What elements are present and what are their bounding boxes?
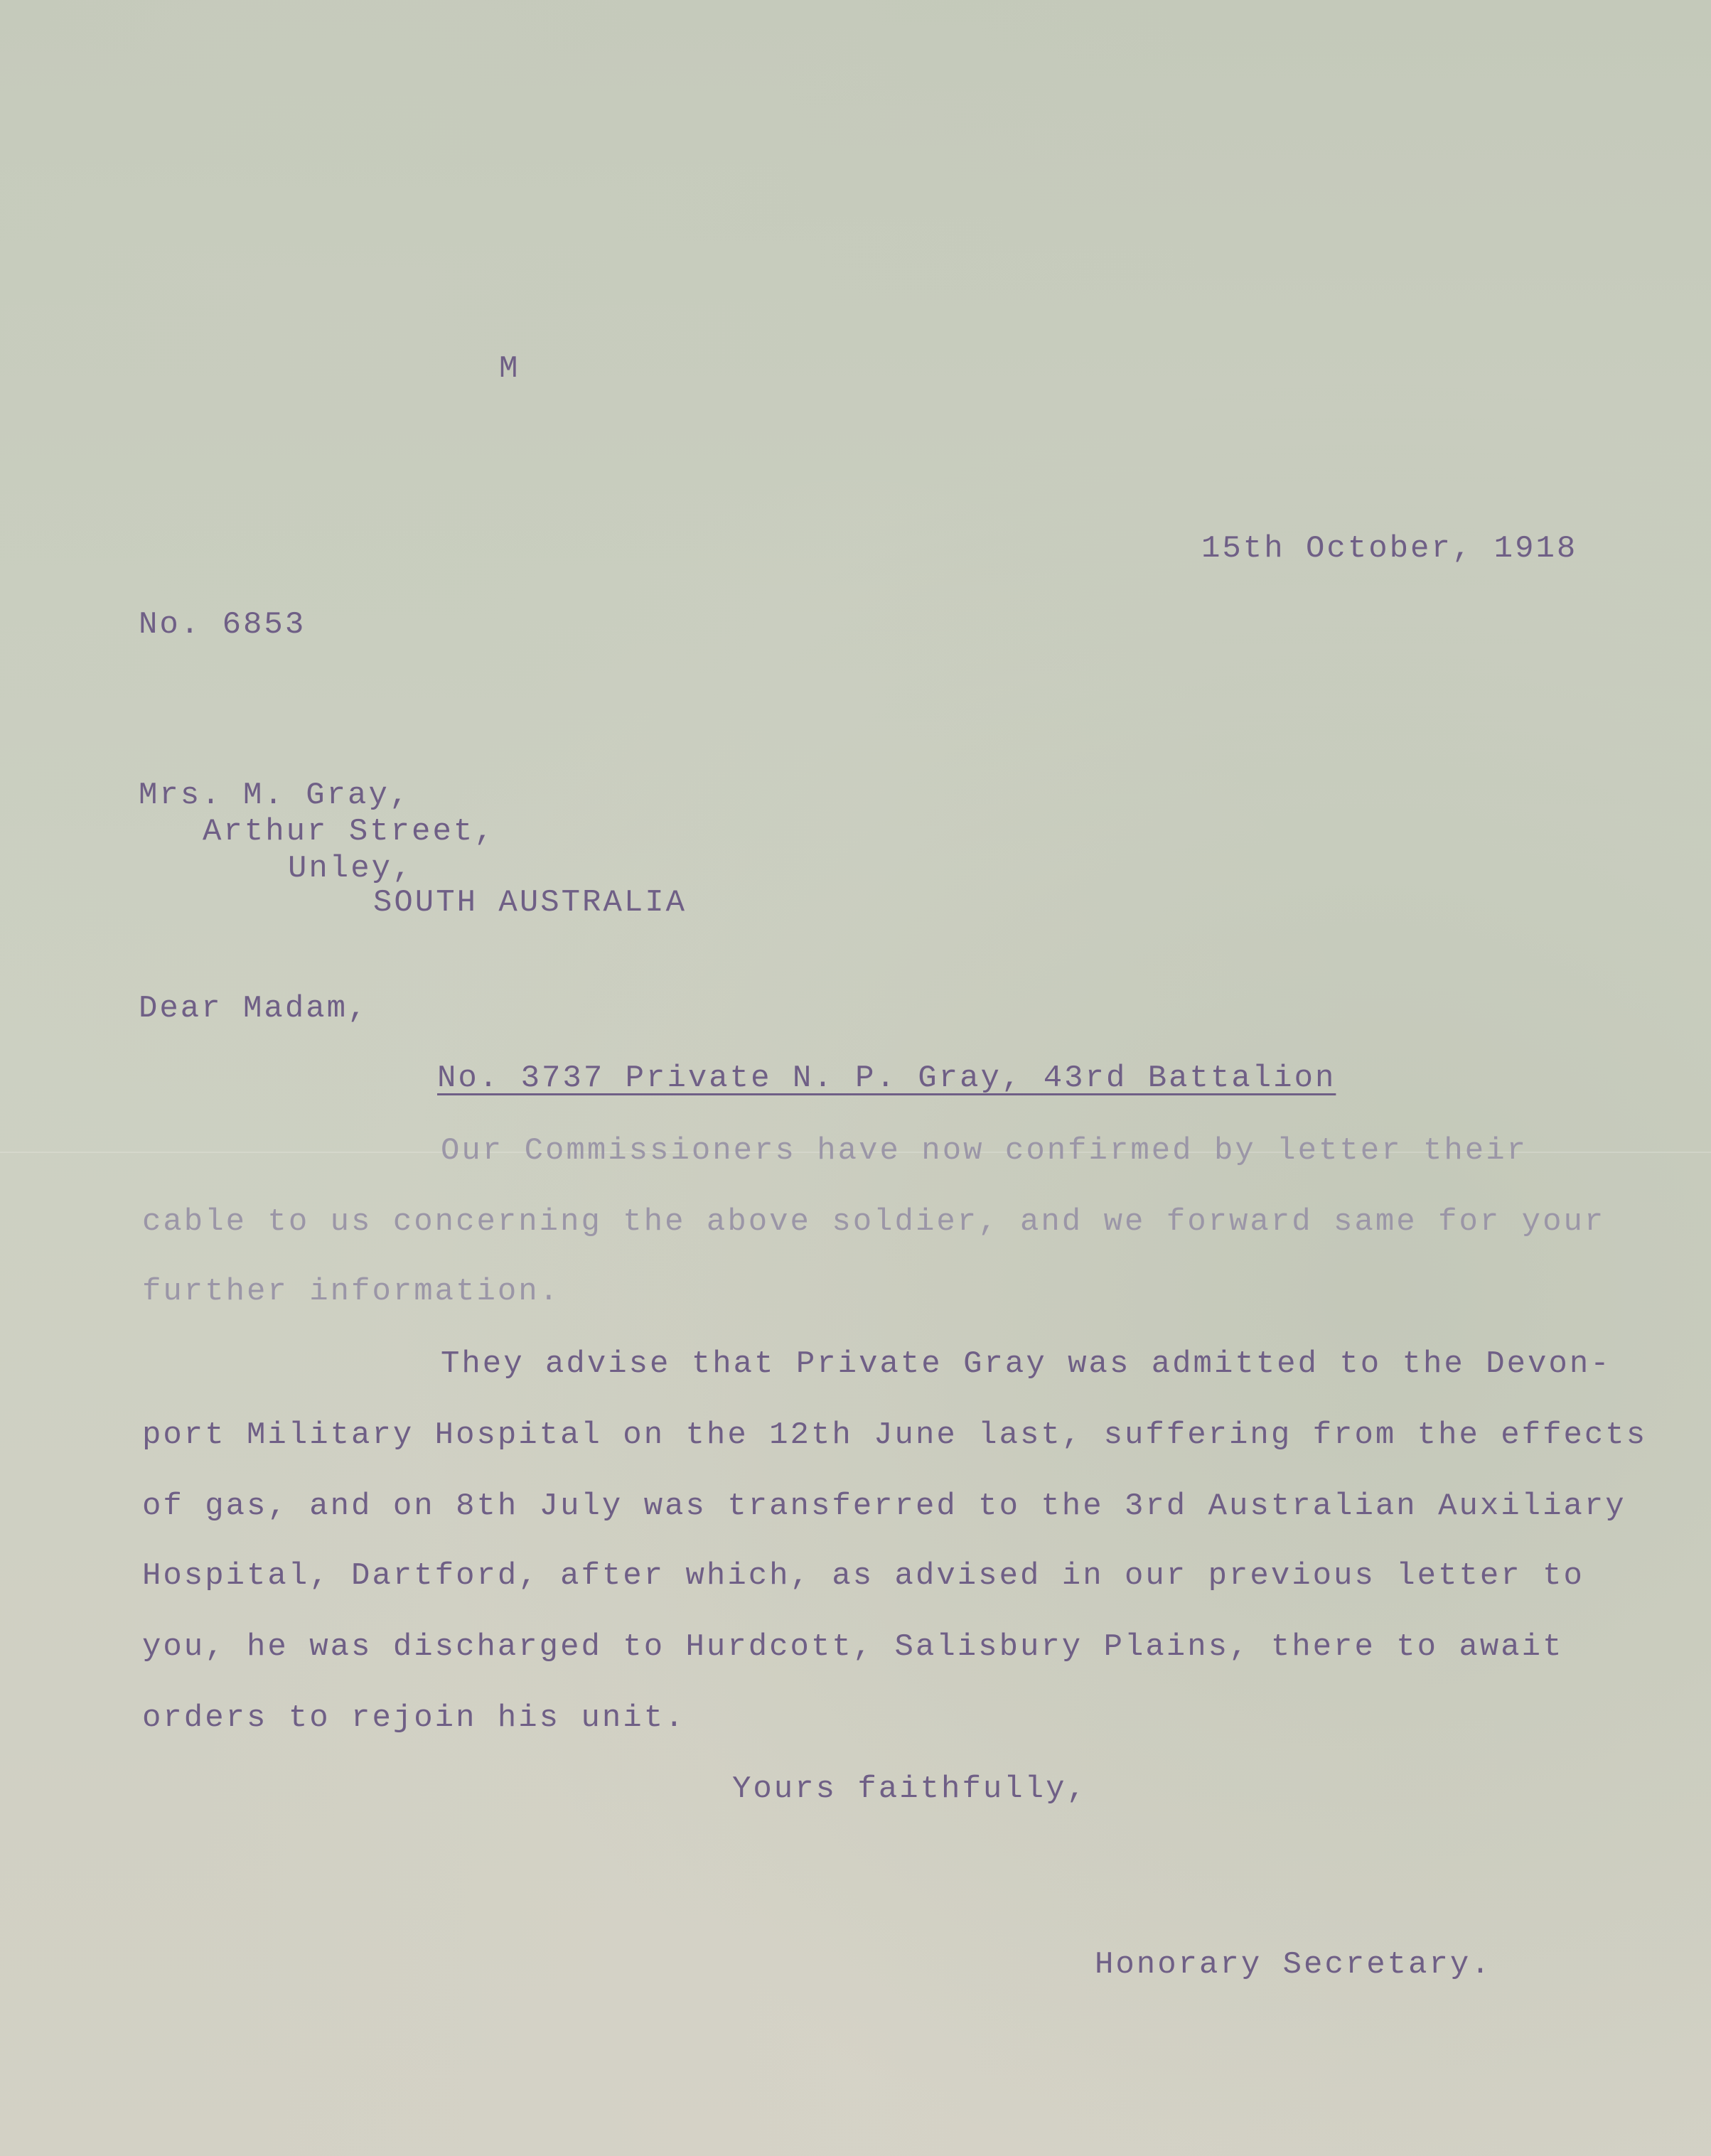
signature-title: Honorary Secretary. [1095, 1947, 1492, 1983]
letter-date: 15th October, 1918 [1201, 531, 1578, 567]
address-line-street: Arthur Street, [203, 814, 495, 849]
paragraph2-line6: orders to rejoin his unit. [142, 1700, 686, 1736]
paragraph2-line2: port Military Hospital on the 12th June last, suffering from the effects [142, 1417, 1648, 1453]
paragraph2-line5: you, he was discharged to Hurdcott, Salisbury Plains, there to await [142, 1629, 1564, 1665]
closing: Yours faithfully, [732, 1771, 1088, 1807]
paragraph1-line2: cable to us concerning the above soldier, and we forward same for your [142, 1204, 1606, 1240]
address-line-state: SOUTH AUSTRALIA [373, 885, 687, 921]
paragraph2-line1: They advise that Private Gray was admitted to the Devon- [441, 1346, 1611, 1382]
paragraph2-line3: of gas, and on 8th July was transferred to the 3rd Australian Auxiliary [142, 1489, 1626, 1524]
paragraph2-line4: Hospital, Dartford, after which, as advised in our previous letter to [142, 1558, 1584, 1594]
subject-line: No. 3737 Private N. P. Gray, 43rd Battalion [437, 1061, 1336, 1096]
paragraph1-line3: further information. [142, 1274, 561, 1309]
reference-number: No. 6853 [139, 607, 306, 643]
address-line-name: Mrs. M. Gray, [139, 778, 411, 813]
paragraph1-line1: Our Commissioners have now confirmed by letter their [441, 1133, 1528, 1169]
letter-initial: M [499, 351, 520, 387]
salutation: Dear Madam, [139, 991, 369, 1026]
address-line-suburb: Unley, [288, 851, 414, 886]
